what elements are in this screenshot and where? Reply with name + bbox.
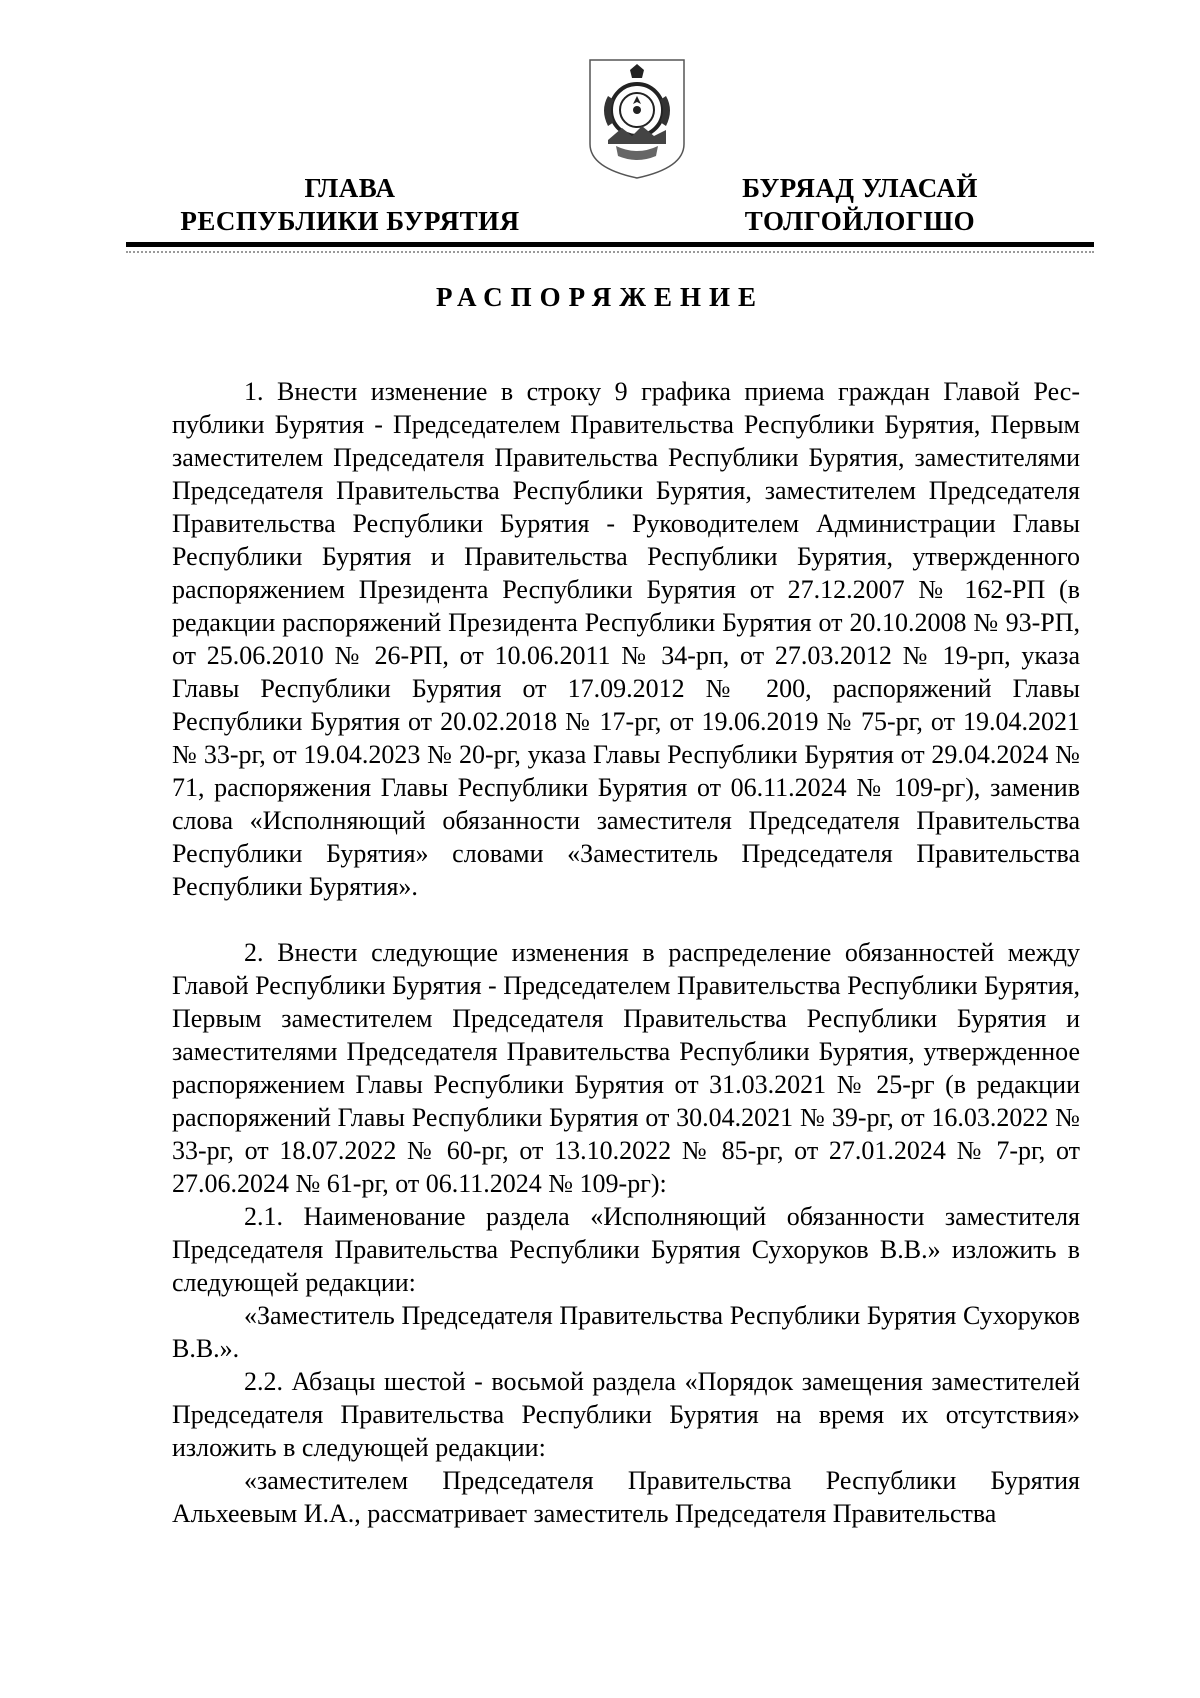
header-dotted-rule	[126, 251, 1094, 253]
issuer-name-russian	[170, 172, 530, 238]
paragraph-2-1-text: «Заместитель Председателя Правительства Республики Бурятия Сухоруков В.В.».	[172, 1301, 1080, 1363]
issuer-line-1-buryat: БУРЯАД УЛАСАЙ	[742, 173, 978, 203]
paragraph-2-1: 2.1. Наименование раздела «Исполняющий обязанности заместителя Председателя Правительства Республики Бурятия Сухоруков В.В.» изложить в следующей редакции:	[172, 1202, 1080, 1297]
issuer-line-2-buryat: ТОЛГОЙЛОГШО	[744, 206, 976, 236]
paragraph-1: 1. Внести изменение в строку 9 графика приема граждан Главой Республики Бурятия - Председателем Правительства Республики Бурятия, Первым заместителем Председателя Правительства Республики Бурятия, заместителями Председателя Правительства Республики Бурятия, заместителем Председателя Правительства Республики Бурятия - Руководителем Администрации Главы Республики Бурятия и Правительства Республики Бурятия, утвержденного распоряжением Президента Республики Бурятия от 27.12.2007 № 162-РП (в редакции распоряжений Президента Республики Бурятия от 20.10.2008 № 93-РП, от 25.06.2010 № 26-РП, от 10.06.2011 № 34-рп, от 27.03.2012 № 19-рп, указа Главы Республики Бурятия от 17.09.2012 № 200, распоряжений Главы Республики Бурятия от 20.02.2018 № 17-рг, от 19.06.2019 № 75-рг, от 19.04.2021 № 33-рг, от 19.04.2023 № 20-рг, указа Главы Республики Бурятия от 29.04.2024 № 71, распоряжения Главы Республики Бурятия от 06.11.2024 № 109-рг), заменив слова «Исполняющий обязанности заместителя Председателя Правительства Республики Бурятия» словами «Заместитель Председателя Правительства Республики Бурятия».	[172, 377, 1080, 901]
issuer-line-2: РЕСПУБЛИКИ БУРЯТИЯ	[180, 206, 520, 236]
paragraph-2: 2. Внести следующие изменения в распределение обязанностей между Главой Республики Бурятия - Председателем Правительства Республики Бурятия, Первым заместителем Председателя Правительства Республики Бурятия и заместителями Председателя Правительства Республики Бурятия, утвержденное распоряжением Главы Республики Бурятия от 31.03.2021 № 25-рг (в редакции распоряжений Главы Республики Бурятия от 30.04.2021 № 39-рг, от 16.03.2022 № 33-рг, от 18.07.2022 № 60-рг, от 13.10.2022 № 85-рг, от 27.01.2024 № 7-рг, от 27.06.2024 № 61-рг, от 06.11.2024 № 109-рг):	[172, 938, 1080, 1198]
document-body	[172, 375, 1080, 1530]
issuer-line-1: ГЛАВА	[304, 173, 396, 203]
header-rule	[126, 242, 1094, 247]
paragraph-2-2-text: «заместителем Председателя Правительства Республики Бурятия Альхеевым И.А., рассматривает заместитель Председателя Правительства	[172, 1466, 1080, 1528]
issuer-name-buryat	[710, 172, 1010, 238]
coat-of-arms-icon	[586, 56, 688, 182]
document-title: РАСПОРЯЖЕНИЕ	[435, 282, 765, 312]
paragraph-2-2: 2.2. Абзацы шестой - восьмой раздела «Порядок замещения заместителей Председателя Правительства Республики Бурятия на время их отсутствия» изложить в следующей редакции:	[172, 1367, 1080, 1462]
